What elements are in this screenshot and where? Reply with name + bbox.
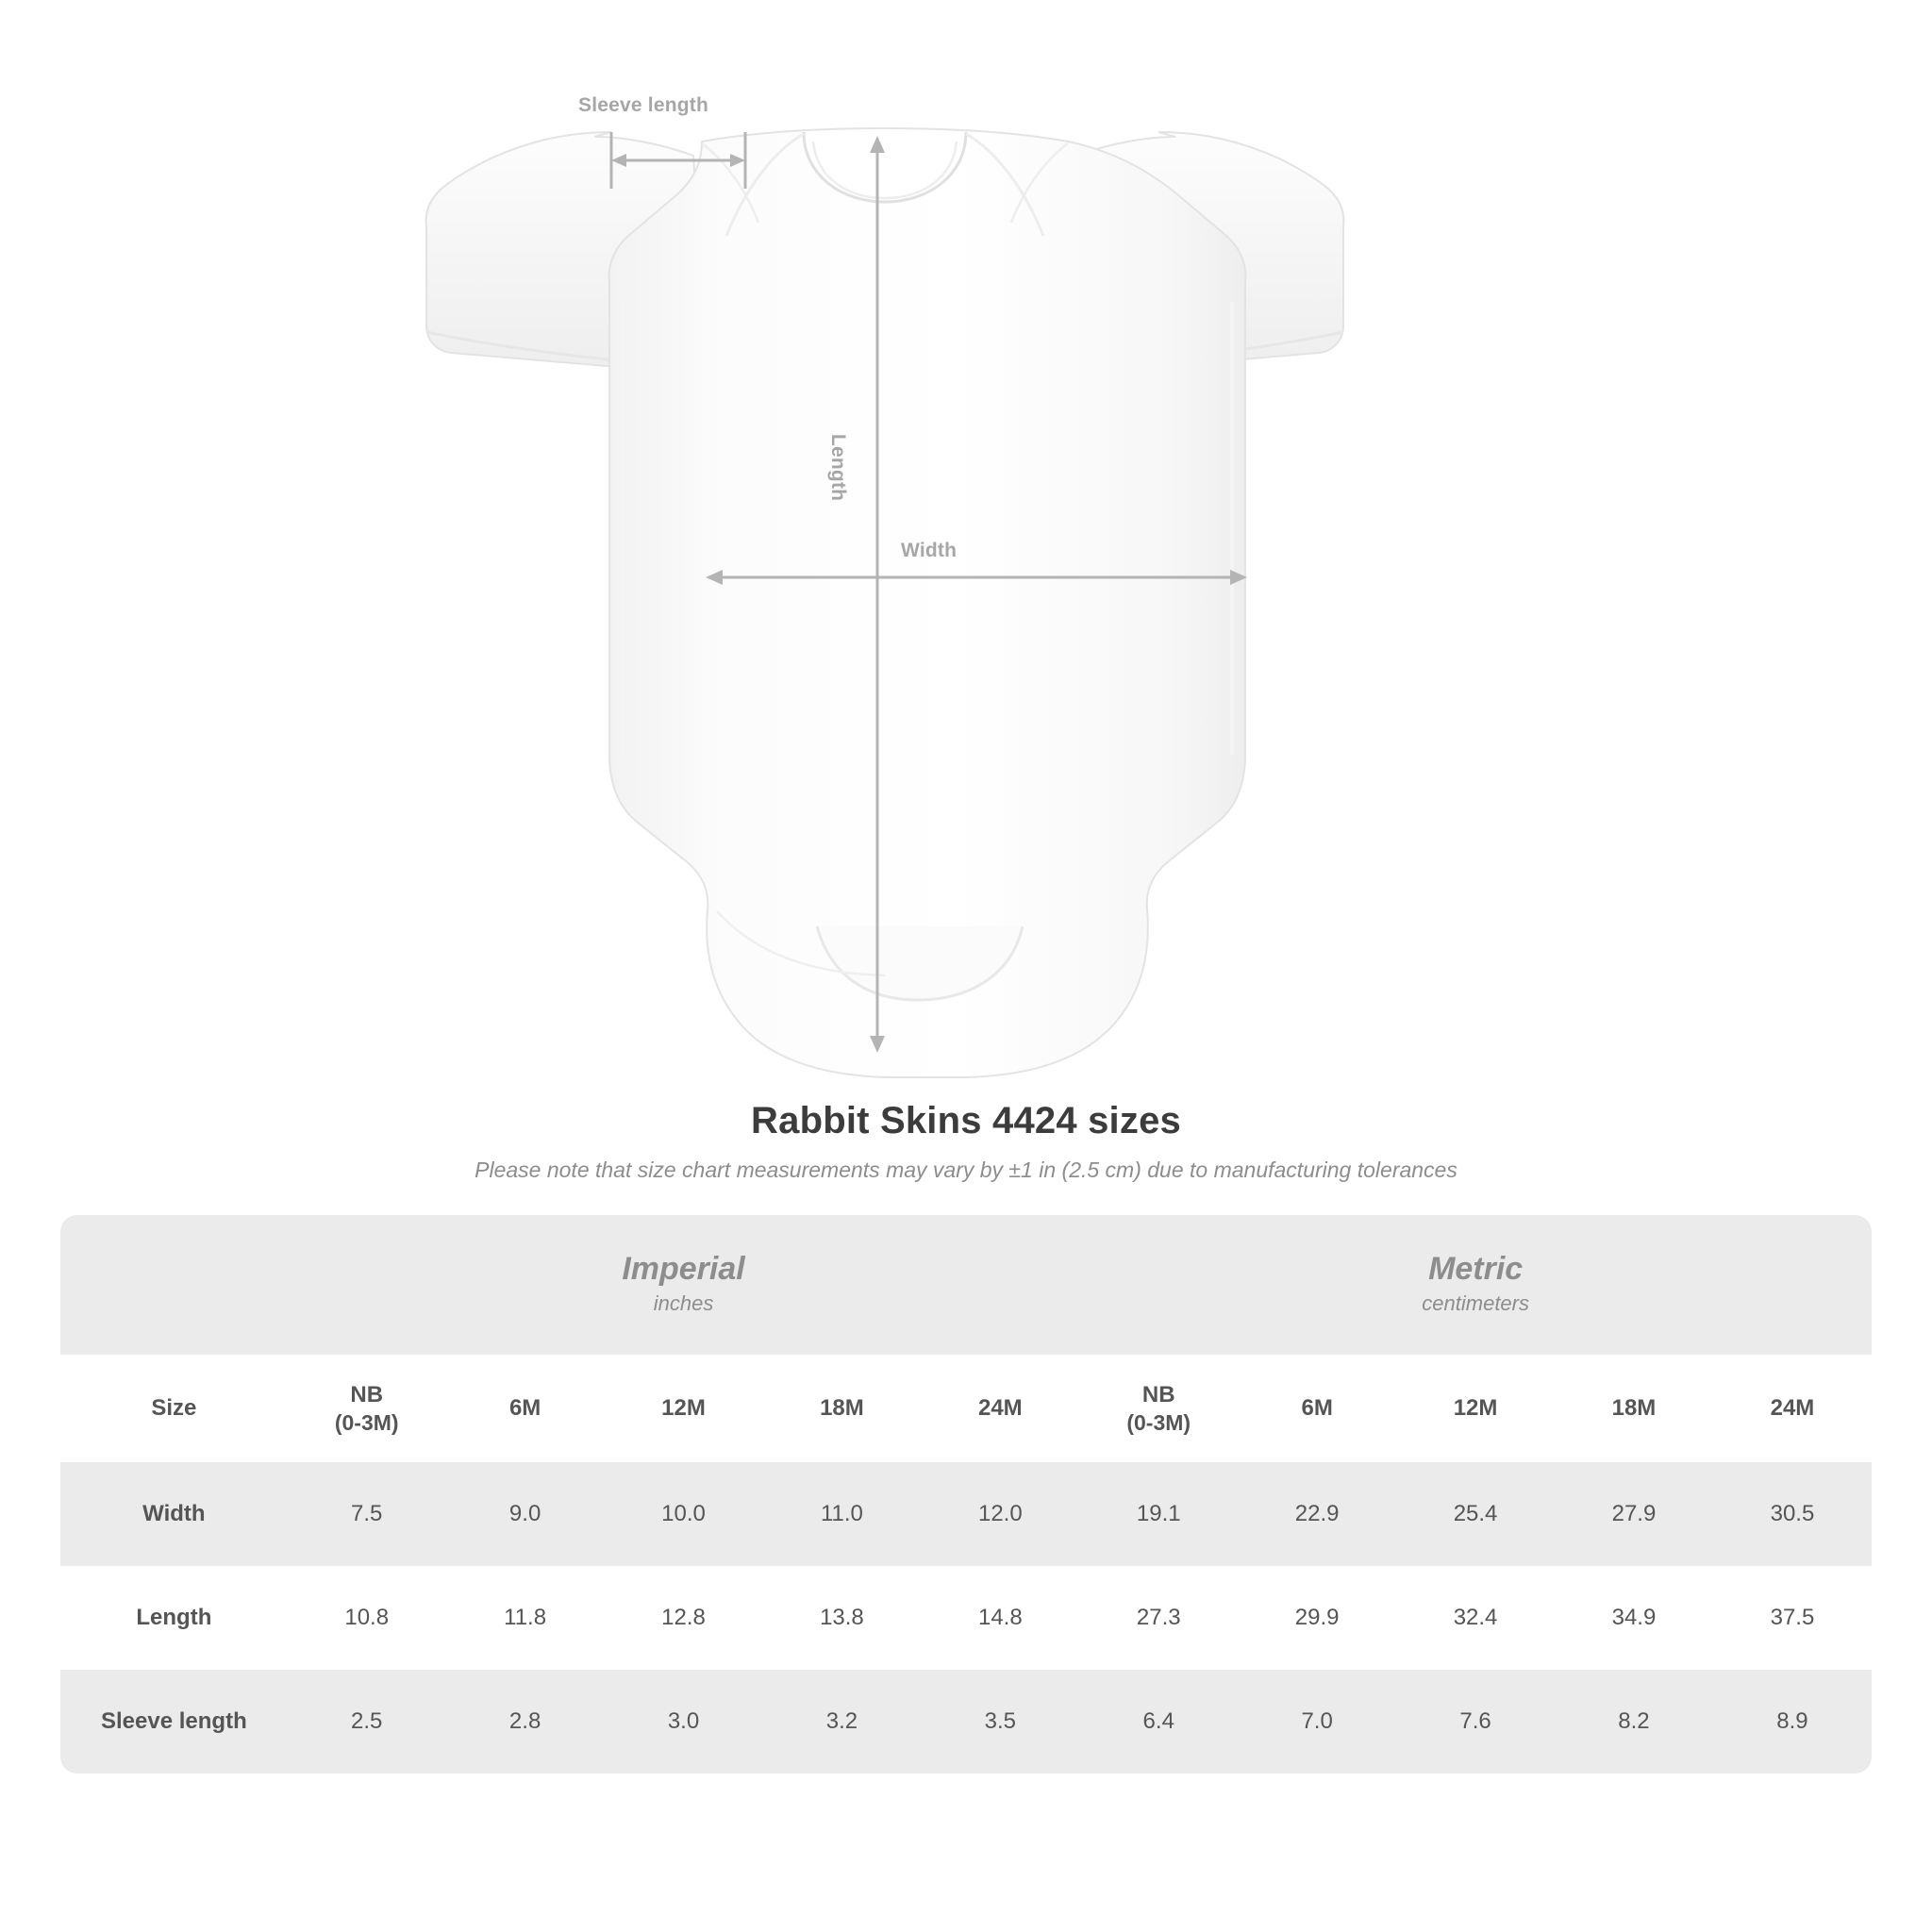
table-cell: 3.5 [921, 1670, 1079, 1774]
table-cell: 30.5 [1713, 1462, 1872, 1566]
unit-spacer [60, 1215, 288, 1355]
table-cell: 10.8 [288, 1566, 446, 1670]
table-cell: 11.8 [446, 1566, 605, 1670]
page-subtitle: Please note that size chart measurements may vary by ±1 in (2.5 cm) due to manufacturing tolerances [475, 1158, 1457, 1182]
table-cell: 32.4 [1396, 1566, 1555, 1670]
table-cell: 27.9 [1555, 1462, 1713, 1566]
column-header-bottom: (0-3M) [1126, 1409, 1191, 1435]
column-header [288, 1355, 446, 1462]
column-header: 6M [1238, 1355, 1396, 1462]
table-row [60, 1670, 1872, 1774]
column-header: 24M [1713, 1355, 1872, 1462]
metric-name: Metric [1428, 1250, 1524, 1287]
column-header [1079, 1355, 1238, 1462]
table-cell: 34.9 [1555, 1566, 1713, 1670]
size-table [60, 1215, 1872, 1774]
table-cell: 10.0 [605, 1462, 763, 1566]
table-cell: 12.0 [921, 1462, 1079, 1566]
column-header: 12M [1396, 1355, 1555, 1462]
metric-unit: centimeters [1422, 1291, 1529, 1316]
row-label: Sleeve length [60, 1670, 288, 1774]
column-header-bottom: (0-3M) [334, 1409, 399, 1435]
table-cell: 3.2 [762, 1670, 921, 1774]
table-cell: 6.4 [1079, 1670, 1238, 1774]
column-header-top: NB [350, 1381, 384, 1407]
table-cell: 29.9 [1238, 1566, 1396, 1670]
unit-header-row [60, 1215, 1872, 1355]
length-label: Length [827, 434, 849, 502]
row-label: Length [60, 1566, 288, 1670]
row-label: Width [60, 1462, 288, 1566]
column-header: 18M [1555, 1355, 1713, 1462]
table-cell: 13.8 [762, 1566, 921, 1670]
table-cell: 22.9 [1238, 1462, 1396, 1566]
imperial-name: Imperial [622, 1250, 745, 1287]
table-cell: 7.6 [1396, 1670, 1555, 1774]
size-table-wrap [60, 1215, 1872, 1774]
table-cell: 7.0 [1238, 1670, 1396, 1774]
column-header: 6M [446, 1355, 605, 1462]
table-cell: 2.8 [446, 1670, 605, 1774]
table-cell: 7.5 [288, 1462, 446, 1566]
title-block [0, 1100, 1932, 1183]
table-cell: 14.8 [921, 1566, 1079, 1670]
unit-group-metric [1079, 1215, 1872, 1355]
table-cell: 37.5 [1713, 1566, 1872, 1670]
table-cell: 9.0 [446, 1462, 605, 1566]
table-cell: 8.2 [1555, 1670, 1713, 1774]
imperial-unit: inches [653, 1291, 714, 1316]
table-cell: 27.3 [1079, 1566, 1238, 1670]
table-cell: 11.0 [762, 1462, 921, 1566]
table-row [60, 1566, 1872, 1670]
table-cell: 8.9 [1713, 1670, 1872, 1774]
table-row [60, 1462, 1872, 1566]
column-header: 12M [605, 1355, 763, 1462]
column-header: 18M [762, 1355, 921, 1462]
unit-group-imperial [288, 1215, 1080, 1355]
size-column-header: Size [60, 1355, 288, 1462]
table-cell: 3.0 [605, 1670, 763, 1774]
table-cell: 19.1 [1079, 1462, 1238, 1566]
column-header: 24M [921, 1355, 1079, 1462]
page-title: Rabbit Skins 4424 sizes [751, 1100, 1181, 1141]
width-label: Width [901, 540, 958, 561]
column-header-top: NB [1141, 1381, 1175, 1407]
sleeve-length-label: Sleeve length [578, 94, 708, 116]
table-cell: 12.8 [605, 1566, 763, 1670]
column-header-row [60, 1355, 1872, 1462]
table-cell: 25.4 [1396, 1462, 1555, 1566]
table-cell: 2.5 [288, 1670, 446, 1774]
